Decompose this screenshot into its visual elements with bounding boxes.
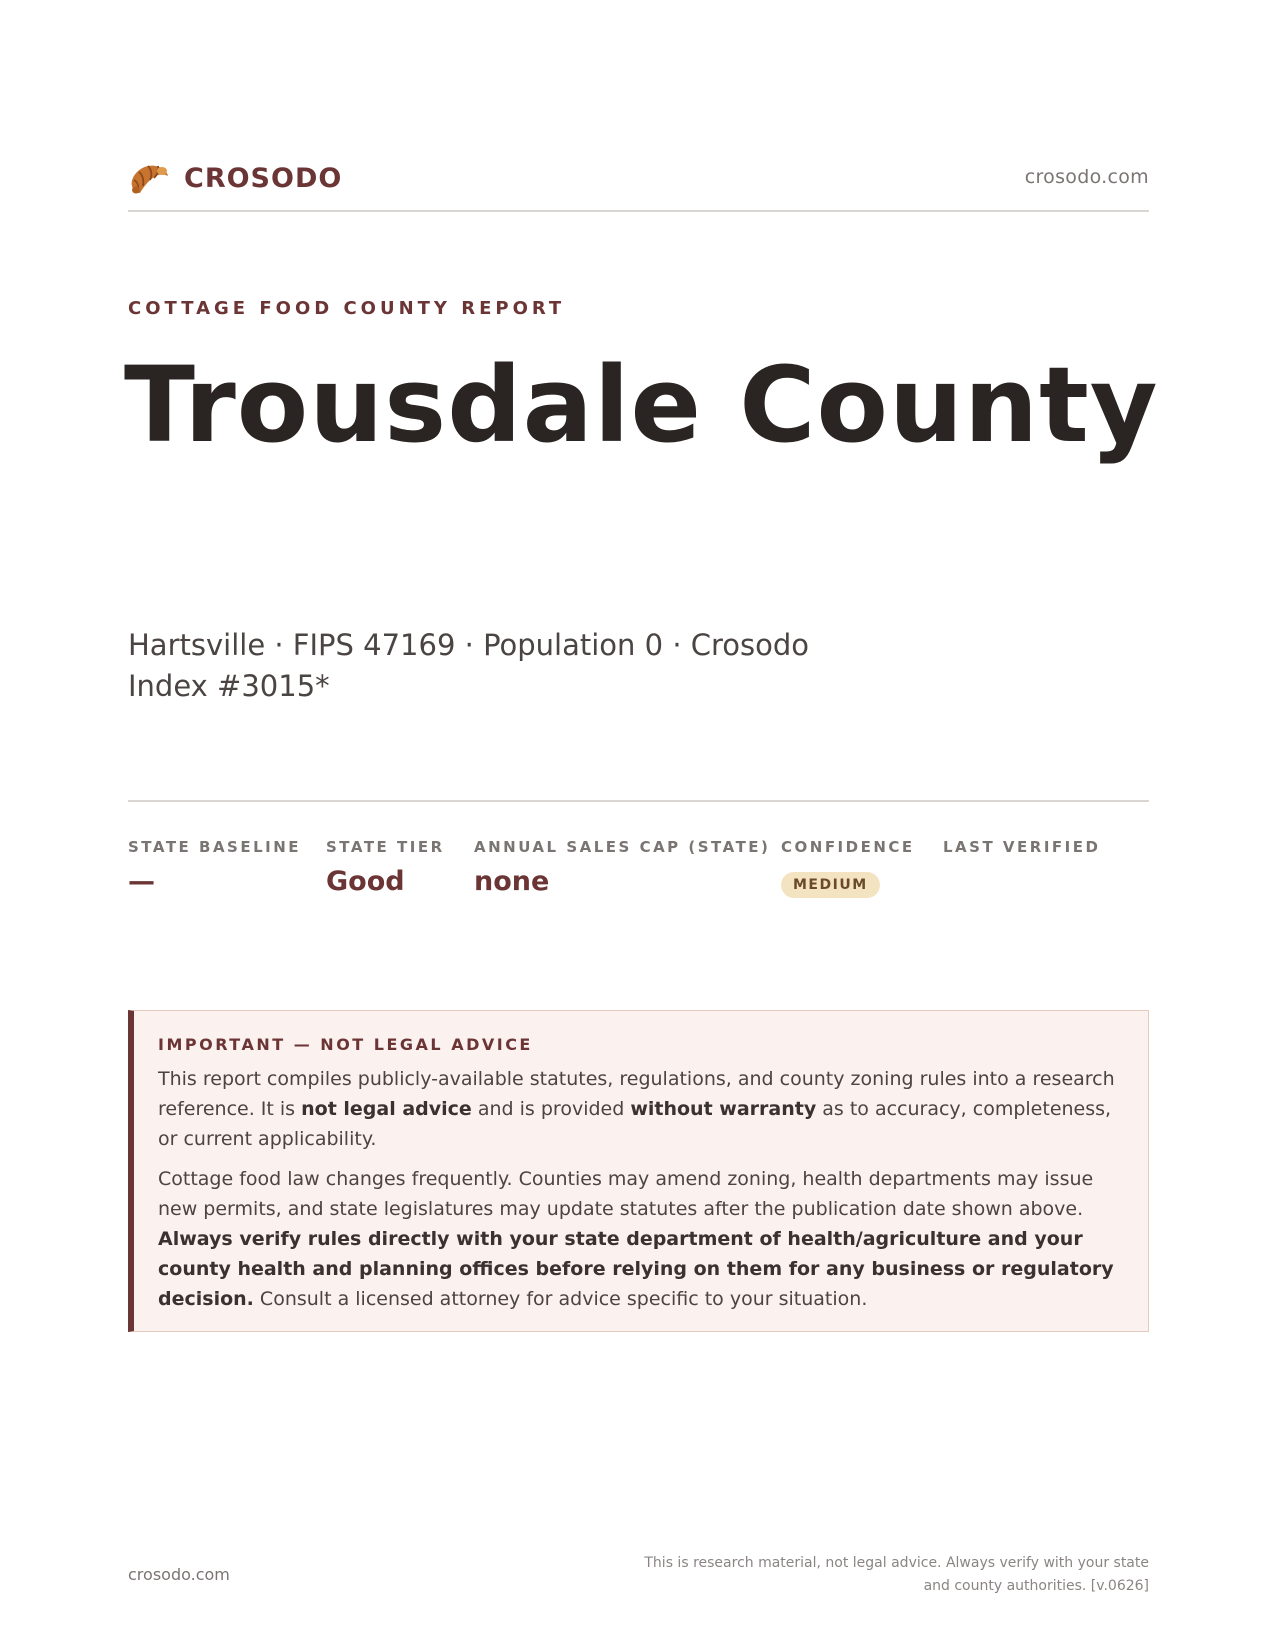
footer-disclaimer: This is research material, not legal advice. Always verify with your state and county authorities. [v.0626] (644, 1555, 1149, 1594)
stat-confidence (781, 838, 915, 898)
notice-paragraph-2: Cottage food law changes frequently. Counties may amend zoning, health departments may issue new permits, and state legislatures may update statutes after the publication date shown above. Always verify rules directly with your state department of health/agriculture and your county health and planning offices before relying on them for any business or regulatory decision. Consult a licensed attorney for advice specific to your situation. (158, 1168, 1114, 1310)
stat-annual-sales-cap (474, 838, 770, 897)
stat-last-verified (943, 838, 1100, 866)
stat-value: — (128, 866, 155, 897)
notice-paragraph-1: This report compiles publicly-available statutes, regulations, and county zoning rules into a research reference. It is not legal advice and is provided without warranty as to accuracy, completeness, or current applicability. (158, 1068, 1115, 1150)
stat-label: ANNUAL SALES CAP (STATE) (474, 838, 771, 856)
header-site-link[interactable]: crosodo.com (1024, 166, 1149, 188)
stat-label: LAST VERIFIED (943, 838, 1101, 856)
brand-name: CROSODO (184, 163, 343, 194)
page-title: Trousdale County (124, 344, 1159, 466)
stat-value: Good (326, 866, 405, 897)
stat-label: CONFIDENCE (781, 838, 915, 856)
page-header (128, 160, 1149, 212)
stat-state-baseline (128, 838, 301, 897)
report-subtitle: Hartsville · FIPS 47169 · Population 0 · Crosodo Index #3015* (128, 628, 810, 703)
stat-state-tier (326, 838, 445, 897)
stats-divider (128, 800, 1149, 802)
confidence-badge: MEDIUM (781, 872, 880, 898)
stat-value: none (474, 866, 550, 897)
croissant-icon (128, 160, 170, 198)
notice-heading: IMPORTANT — NOT LEGAL ADVICE (158, 1035, 533, 1054)
report-page (124, 0, 1159, 1650)
brand[interactable] (128, 160, 342, 198)
stat-label: STATE TIER (326, 838, 445, 856)
footer-site-link[interactable]: crosodo.com (128, 1565, 230, 1584)
stat-label: STATE BASELINE (128, 838, 302, 856)
legal-notice-box (128, 1010, 1149, 1332)
report-eyebrow: COTTAGE FOOD COUNTY REPORT (128, 298, 566, 319)
